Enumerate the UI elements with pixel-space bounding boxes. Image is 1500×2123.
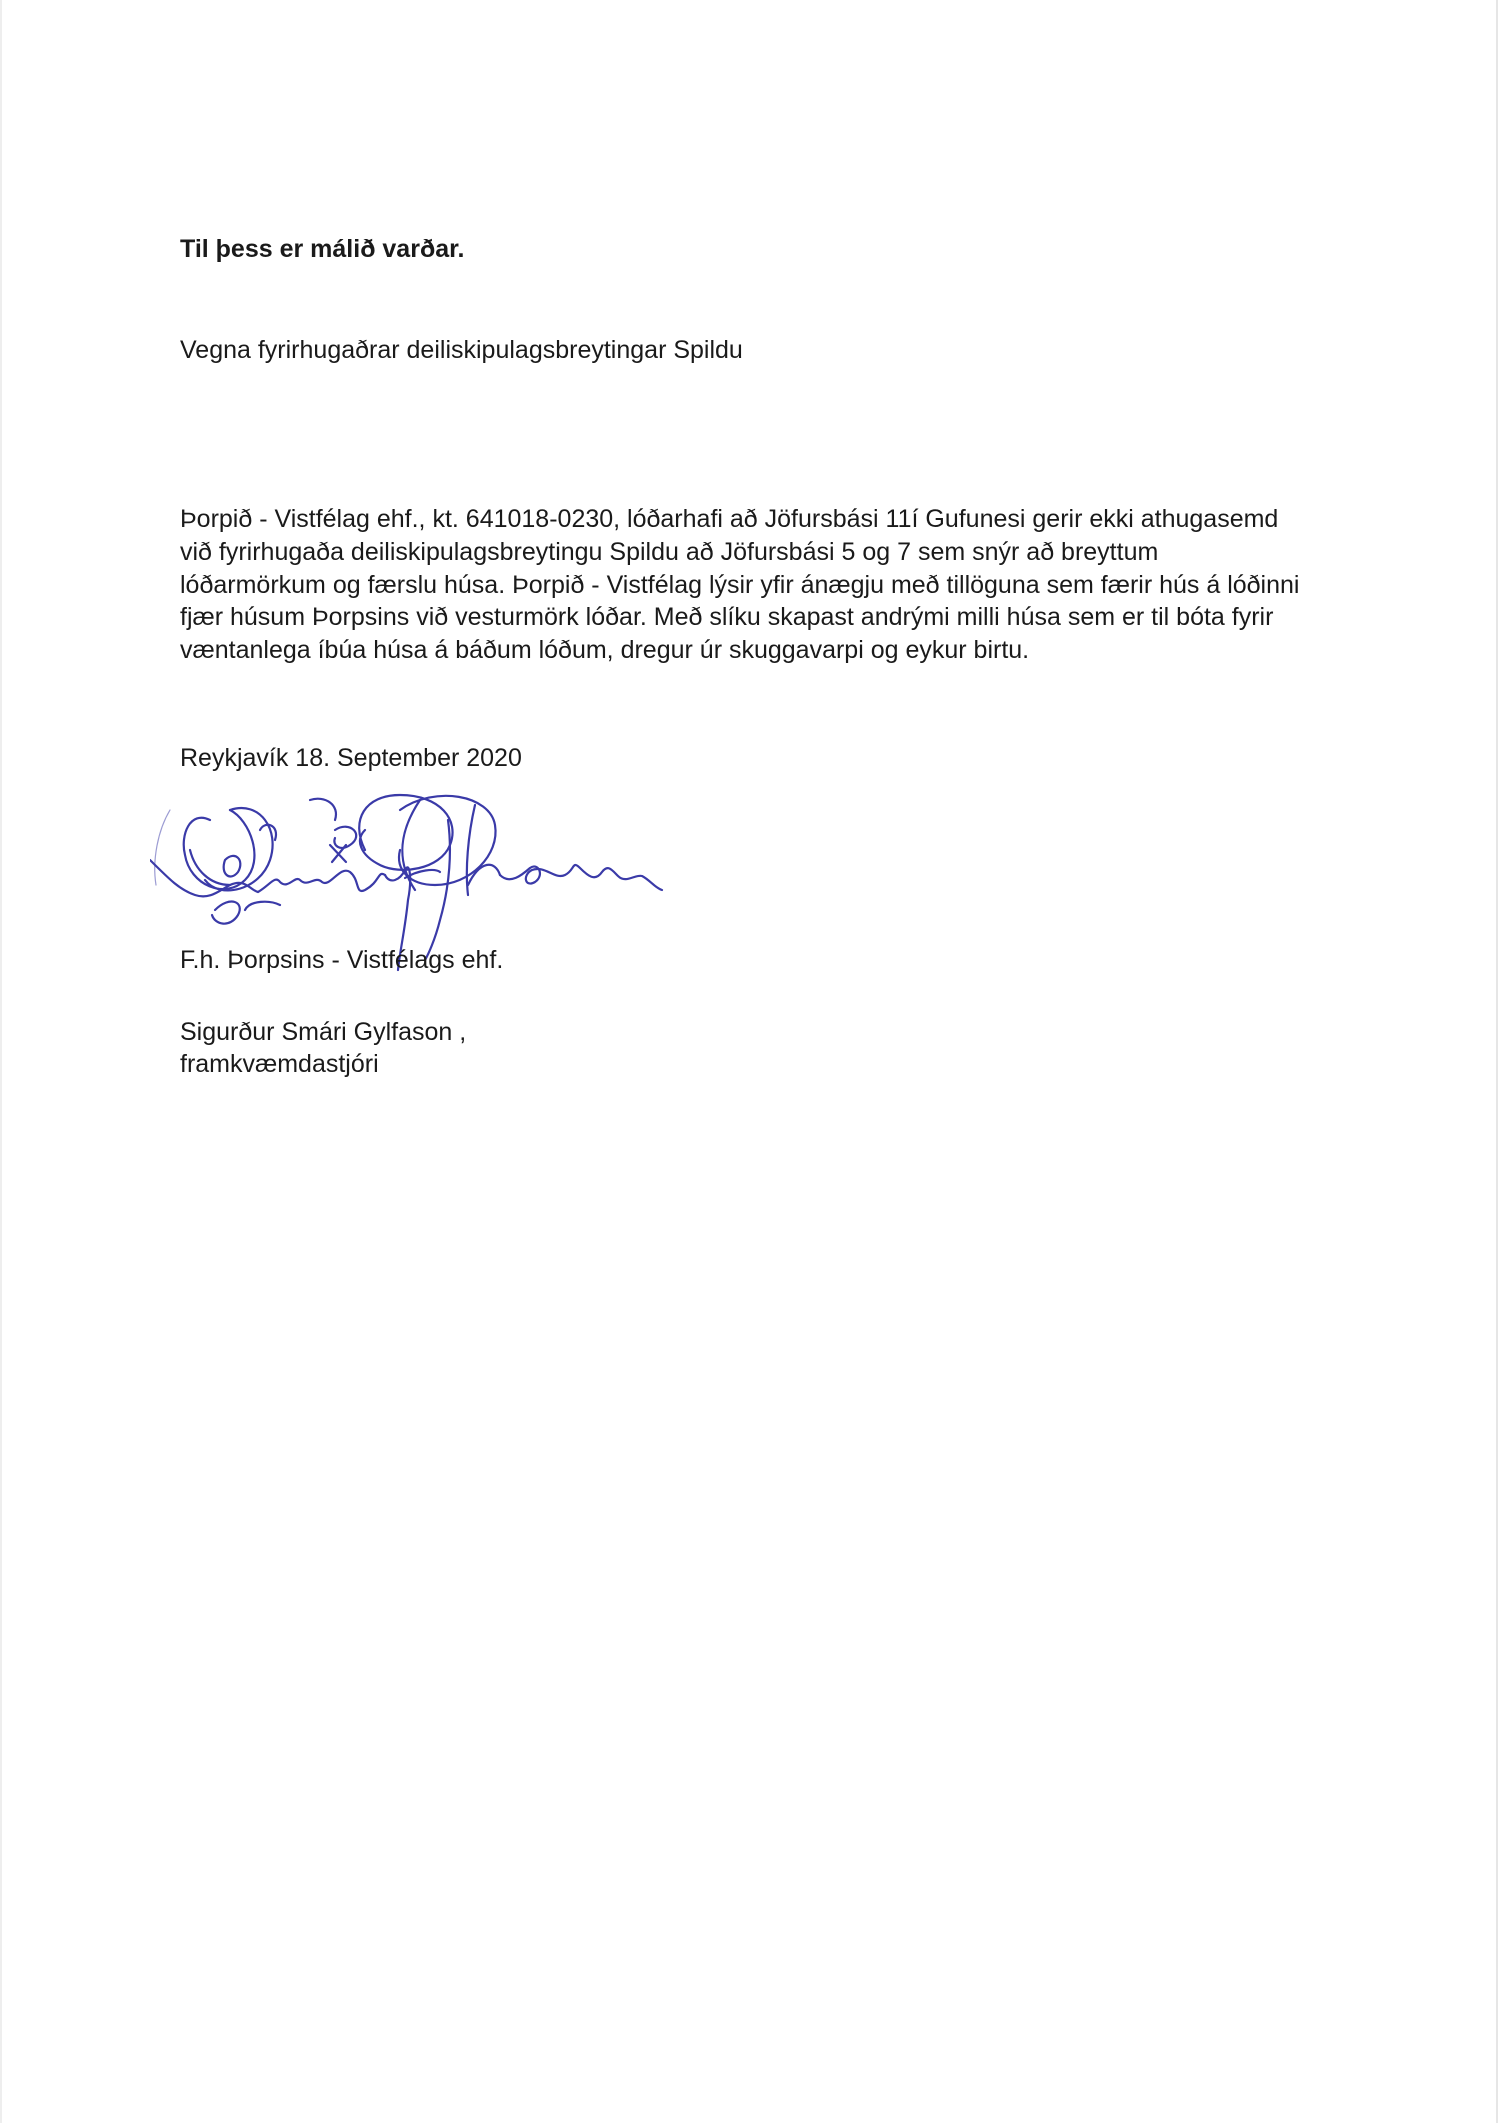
body-line: lóðarmörkum og færslu húsa. Þorpið - Vistfélag lýsir yfir ánægju með tillöguna sem færir hús á lóðinni [180,570,1300,599]
subject-line: Vegna fyrirhugaðrar deiliskipulagsbreytingar Spildu [180,336,743,364]
body-line: fjær húsum Þorpsins við vesturmörk lóðar. Með slíku skapast andrými milli húsa sem er til bóta fyrir [180,603,1274,632]
scan-left-edge [0,0,2,2123]
salutation: Til þess er málið varðar. [180,235,465,263]
body-line: væntanlega íbúa húsa á báðum lóðum, dregur úr skuggavarpi og eykur birtu. [180,636,1030,665]
place-date: Reykjavík 18. September 2020 [180,744,522,772]
scan-right-edge [1496,0,1498,2123]
signer-title: framkvæmdastjóri [180,1050,379,1078]
body-line: Þorpið - Vistfélag ehf., kt. 641018-0230, lóðarhafi að Jöfursbási 11í Gufunesi gerir ekki athugasemd [180,505,1279,533]
on-behalf-line: F.h. Þorpsins - Vistfélags ehf. [180,946,504,974]
body-paragraph [180,503,1299,667]
signer-name: Sigurður Smári Gylfason , [180,1018,467,1046]
body-line: við fyrirhugaða deiliskipulagsbreytingu Spildu að Jöfursbási 5 og 7 sem snýr að breyttum [180,537,1159,566]
